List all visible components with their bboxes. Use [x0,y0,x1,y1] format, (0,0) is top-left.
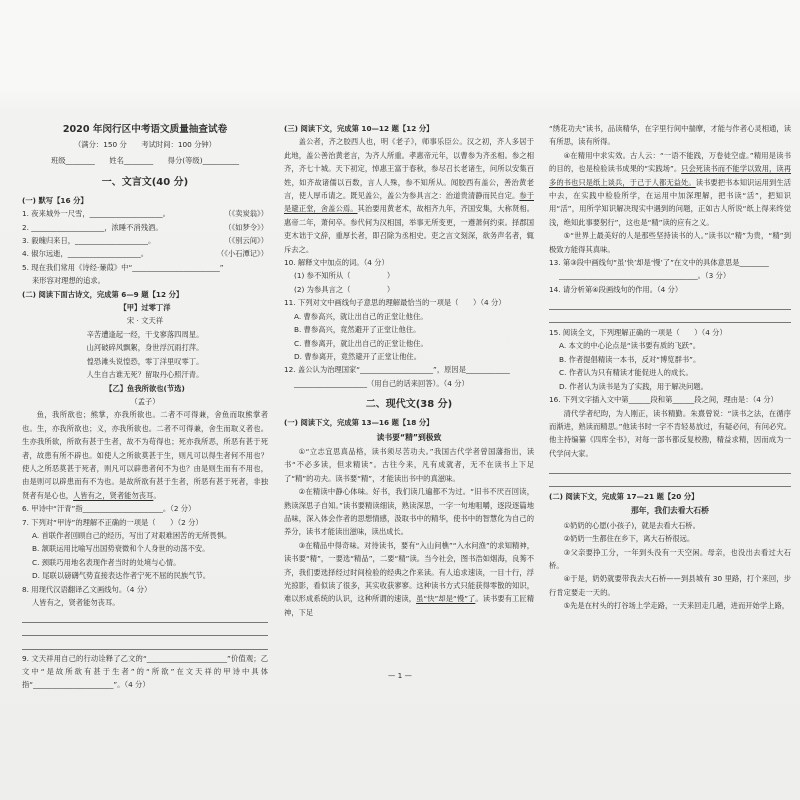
question-text: 2. ____________________，浓睡不消残酒。 [22,222,163,232]
question-text: 3. 毅魄归来日，____________________。 [22,236,156,246]
section-title-classical: 一、文言文(40 分) [101,176,189,188]
passage-text: 其治要用黄老术，故相齐九年，齐国安集，大称贤相。惠帝二年，萧何卒。参代何为汉相国，举事无所变更，一遵萧何约束。择郡国吏木诎于文辞，重厚长者，即召除为丞相史。吏之言文刻深，欲务声名者，辄斥去之。 [284,204,534,254]
story-paragraph-1: ①奶奶的心愿(小孩子)，就是去看大石桥。 [563,520,700,530]
option-b: B. 作者提倡精读一本书，反对“博览群书”。 [559,354,701,364]
article-paragraph-3-continued: “绣花功夫”读书，品读精华，在字里行间中揣摩，才能与作者心灵相通，读有所思，读有所得。 [549,124,791,147]
article-paragraph-3 [284,539,534,619]
poem-author: 宋 · 文天祥 [126,316,164,326]
article-paragraph-4 [549,149,791,229]
passage-text: 盖公者，齐之胶西人也，明《老子》，师事乐臣公。汉之初，齐人多居于此地，盖公善治黄老言，为齐人所重。孝惠帝元年，以曹参为齐丞相。参之相齐，齐七十城。天下初定，悼惠王富于春秋，参尽召长老诸生，问所以安集百姓，如齐故诸儒以百数，言人人殊，参不知所从。闻胶西有盖公，善治黄老言，使人厚币请之。既见盖公，盖公为参具言之：治道贵清静而民自定。 [284,137,534,201]
answer-line [549,310,791,323]
question-12: 12. 盖公认为治理国家“____________________”，原因是____________ [284,365,510,375]
article-title: 读书要“精”到极致 [376,432,442,442]
dictation-heading: (一) 默写【16 分】 [22,195,88,205]
story-title: 那年，我们去看大石桥 [631,506,709,516]
option-d: D. 尾联以磅礴气势直接表达作者宁死不屈的民族气节。 [32,571,211,581]
question-10-item: (2) 为参具言之（ ） [294,284,395,294]
option-a: A. 首联作者回顾自己的经历，写出了对艰难困苦的无所畏惧。 [32,530,232,540]
question-13-continued: ______________________________________。（3 分） [559,271,731,281]
question-source: （《小石潭记》） [216,249,268,259]
question-10-stem: 10. 解释文中加点的词。（4 分） [284,258,389,268]
option-d: D. 作者认为读书是为了实践，用于解决问题。 [559,381,708,391]
question-5-continued: 来形容对理想的追求。 [32,276,105,286]
paragraph-underlined-sentence: 虽“快”却是“慢”了 [416,594,476,604]
story-paragraph-4: ④于是，奶奶就要带我去大石桥——到县城有 30 里路，打个来回，步行肯定要走一天的。 [549,574,791,597]
option-c: C. 作者认为只有精读才能促进人的成长。 [559,368,693,378]
paragraph-text: ④在精用中求实效。古人云：“一语不能践，万卷徒空虚。”精用是读书的目的，也是检验读书成果的“实践场”。 [549,150,791,174]
question-3 [22,234,268,247]
answer-line [22,636,268,649]
question-12-continued: ____________________（用自己的话来回答）。（4 分） [294,378,469,388]
option-c: C. 颈联巧用地名表现作者当时的处境与心情。 [32,557,181,567]
question-2 [22,221,268,234]
paragraph-text: 读书要把书本知识运用到生活中去，在实践中检验所学，在运用中加深理解，把书读“活”，把知识用“活”，用所学知识解决现实中遇到的问题，正如古人所说“纸上得来终觉浅，绝知此事要躬行”，这也是“精”读的应有之义。 [549,177,792,227]
answer-line [549,460,791,473]
prose-passage [22,408,268,502]
answer-line [22,623,268,636]
part2-heading: (二) 阅读下文，完成第 17—21 题【20 分】 [549,491,699,501]
answer-line [22,609,268,622]
classical-passage [284,135,534,256]
question-source: （《卖炭翁》） [224,209,268,219]
article-paragraph-5: ⑤“世界上最美好的人是那些坚持读书的人。”读书以“精”为贵，“精”到极致方能得其真味。 [549,231,791,254]
question-8-stem: 8. 用现代汉语翻译乙文画线句。（4 分） [22,584,152,594]
article-paragraph-2: ②在精读中静心体味。好书，我们读几遍都不为过。“旧书不厌百回读，熟读深思子自知。”读书要精读细读，熟读深思，一字一句地咀嚼，逐段逐篇地品味，深入体会作者的思想情感，汲取书中的精华，使书中的智慧化为自己的养分，读书才能读出滋味，读出成长。 [284,487,534,537]
question-10-item: (1) 参不知所从（ ） [294,271,395,281]
part3-heading: (三) 阅读下文，完成第 10—12 题【12 分】 [284,124,434,133]
section-title-modern: 二、现代文(38 分) [365,399,453,411]
option-a: A. 曹参高兴，就让出自己的正堂让他住。 [294,311,428,321]
poem-title: 【甲】过零丁洋 [119,303,171,313]
story-paragraph-3: ③父亲要挣工分，一年到头没有一天空闲。母亲，也没出去看过大石桥。 [549,547,791,570]
answer-line [549,474,791,487]
student-info-line: 班级________ 姓名________ 得分(等级)__________ [50,156,240,166]
left-column [22,122,268,692]
option-d: D. 曹参离开，竟然避开了正堂让他住。 [294,351,422,361]
article-paragraph-1: ①“立志宜思真品格，读书须尽苦功夫。”我国古代学者曾国藩指出，读书“不必多读，但求精读”。古往今来，凡有成就者，无不在读书上下足了“精”的功夫。读书要“精”，才能读出书中的真滋味。 [284,446,534,483]
question-8-sentence: 人皆有之，贤者能勿丧耳。 [32,598,120,607]
prose-text: 鱼，我所欲也；熊掌，亦我所欲也。二者不可得兼，舍鱼而取熊掌者也。生，亦我所欲也；义，亦我所欲也。二者不可得兼，舍生而取义者也。生亦我所欲，所欲有甚于生者，故不为苟得也；死亦我所恶，所恶有甚于死者，故患有所不辟也。如使人之所欲莫甚于生，则凡可以得生者何不用也？使人之所恶莫甚于死者，则凡可以辟患者何不为也？由是则生而有不用也，由是则可以辟患而有不为也。是故所欲有甚于生者，所恶有甚于死者，非独贤者有是心也， [22,410,268,500]
paragraph-text: ③在精品中得奇味。对待读书，要有“入山问樵”“入水问渔”的求知精神，读书要“精”，一要选“精品”，二要“精”读。当今社会，图书浩如烟海，良莠不齐，我们要选择经过时间检验的经典之作来读。有人追求速读，一目十行，浮光掠影，看似读了很多，其实收获寥寥。这种读书方式只能获得零散的知识，难以形成系统的认识，这种所谓的速读， [284,540,534,604]
question-7-stem: 7. 下列对“甲诗”的理解不正确的一项是（ ）（2 分） [22,517,203,527]
question-text: 4. 俶尔远逝，____________________。 [22,249,149,259]
question-4 [22,247,268,260]
story-paragraph-2: ②奶奶一生都住在乡下，离大石桥很远。 [563,534,695,544]
page-number: — 1 — [388,671,412,680]
question-11-stem: 11. 下列对文中画线句子意思的理解最恰当的一项是（ ）（4 分） [284,298,506,308]
prose-author: （孟子） [130,396,160,406]
prose-title: 【乙】鱼我所欲也(节选) [105,383,185,393]
passage-underlined-sentence: 参于是避正堂，舍盖公焉。 [284,191,535,214]
part1-heading: (一) 阅读下文，完成第 13—16 题【18 分】 [284,418,434,428]
question-6: 6. 甲诗中“汗青”指______________________。（2 分） [22,504,196,514]
option-a: A. 本文的中心论点是“读书要有质的飞跃”。 [559,341,701,351]
poem-line: 辛苦遭逢起一经，干戈寥落四周星。 [86,329,204,339]
question-5: 5. 现在我们常用《诗经·蒹葭》中“________________________” [22,262,224,272]
story-paragraph-5: ⑤先是在村头的打谷场上学走路，一天来回走几趟，进而开始学上路， [563,601,790,611]
question-9: 9. 文天祥用自己的行动诠释了乙文的“______________________”价值观；乙文中“是故所欲有甚于生者”的“所欲”在文天祥的甲诗中具体指“______________________”。（4 分） [22,653,268,690]
poem-line: 人生自古谁无死？留取丹心照汗青。 [86,370,204,380]
question-13: 13. 第③段中画线句“虽‘快’却是‘慢’了”在文中的具体意思是________ [549,258,769,268]
paragraph-text: 。读书要有工匠精神，下足 [284,594,535,617]
question-14: 14. 请分析第④段画线句的作用。（4 分） [549,284,683,294]
right-column [549,122,791,613]
question-text: 1. 夜来城外一尺雪，____________________。 [22,209,170,219]
question-16: 16. 下列文字插入文中第______段和第______段之间，理由是：（4 分） [549,395,778,405]
option-c: C. 曹参离开，就让出自己的正堂让他住。 [294,338,428,348]
option-b: B. 曹参高兴，竟然避开了正堂让他住。 [294,325,421,335]
question-1 [22,207,268,220]
paragraph-underlined-sentence: 只会死读书而不能学以致用，读再多的书也只是纸上谈兵，于己于人都无益处。 [549,164,792,187]
exam-meta: （满分：150 分 考试时间：100 分钟） [74,140,216,149]
answer-line [549,296,791,309]
question-16-passage: 清代学者纪昀，为人刚正，读书精勤。朱熹曾说：“读书之法，在循序而渐进，熟读而精思。”他读书时一字不肯轻易放过，有疑必问，有问必究。他主持编纂《四库全书》，对每一部书都反复校勘，精益求精，因而成为一代学问大家。 [549,408,791,458]
exam-title: 2020 年闵行区中考语文质量抽查试卷 [62,124,228,135]
poem-line: 惶恐滩头说惶恐，零丁洋里叹零丁。 [86,356,204,366]
poem-line: 山河破碎风飘絮，身世浮沉雨打萍。 [86,343,204,353]
question-15-stem: 15. 阅读全文，下列理解正确的一项是（ ）（4 分） [549,328,727,338]
question-source: （《别云间》） [224,236,268,246]
question-source: （《如梦令》） [224,222,268,232]
middle-column [284,122,534,619]
prose-underlined-sentence: 人皆有之，贤者能勿丧耳 [73,490,154,500]
prose-end: 。 [153,490,161,500]
reading-heading: (二) 阅读下面古诗文，完成第 6—9 题【12 分】 [22,289,184,299]
option-b: B. 颔联运用比喻写出国势衰微和个人身世的动荡不安。 [32,544,210,554]
